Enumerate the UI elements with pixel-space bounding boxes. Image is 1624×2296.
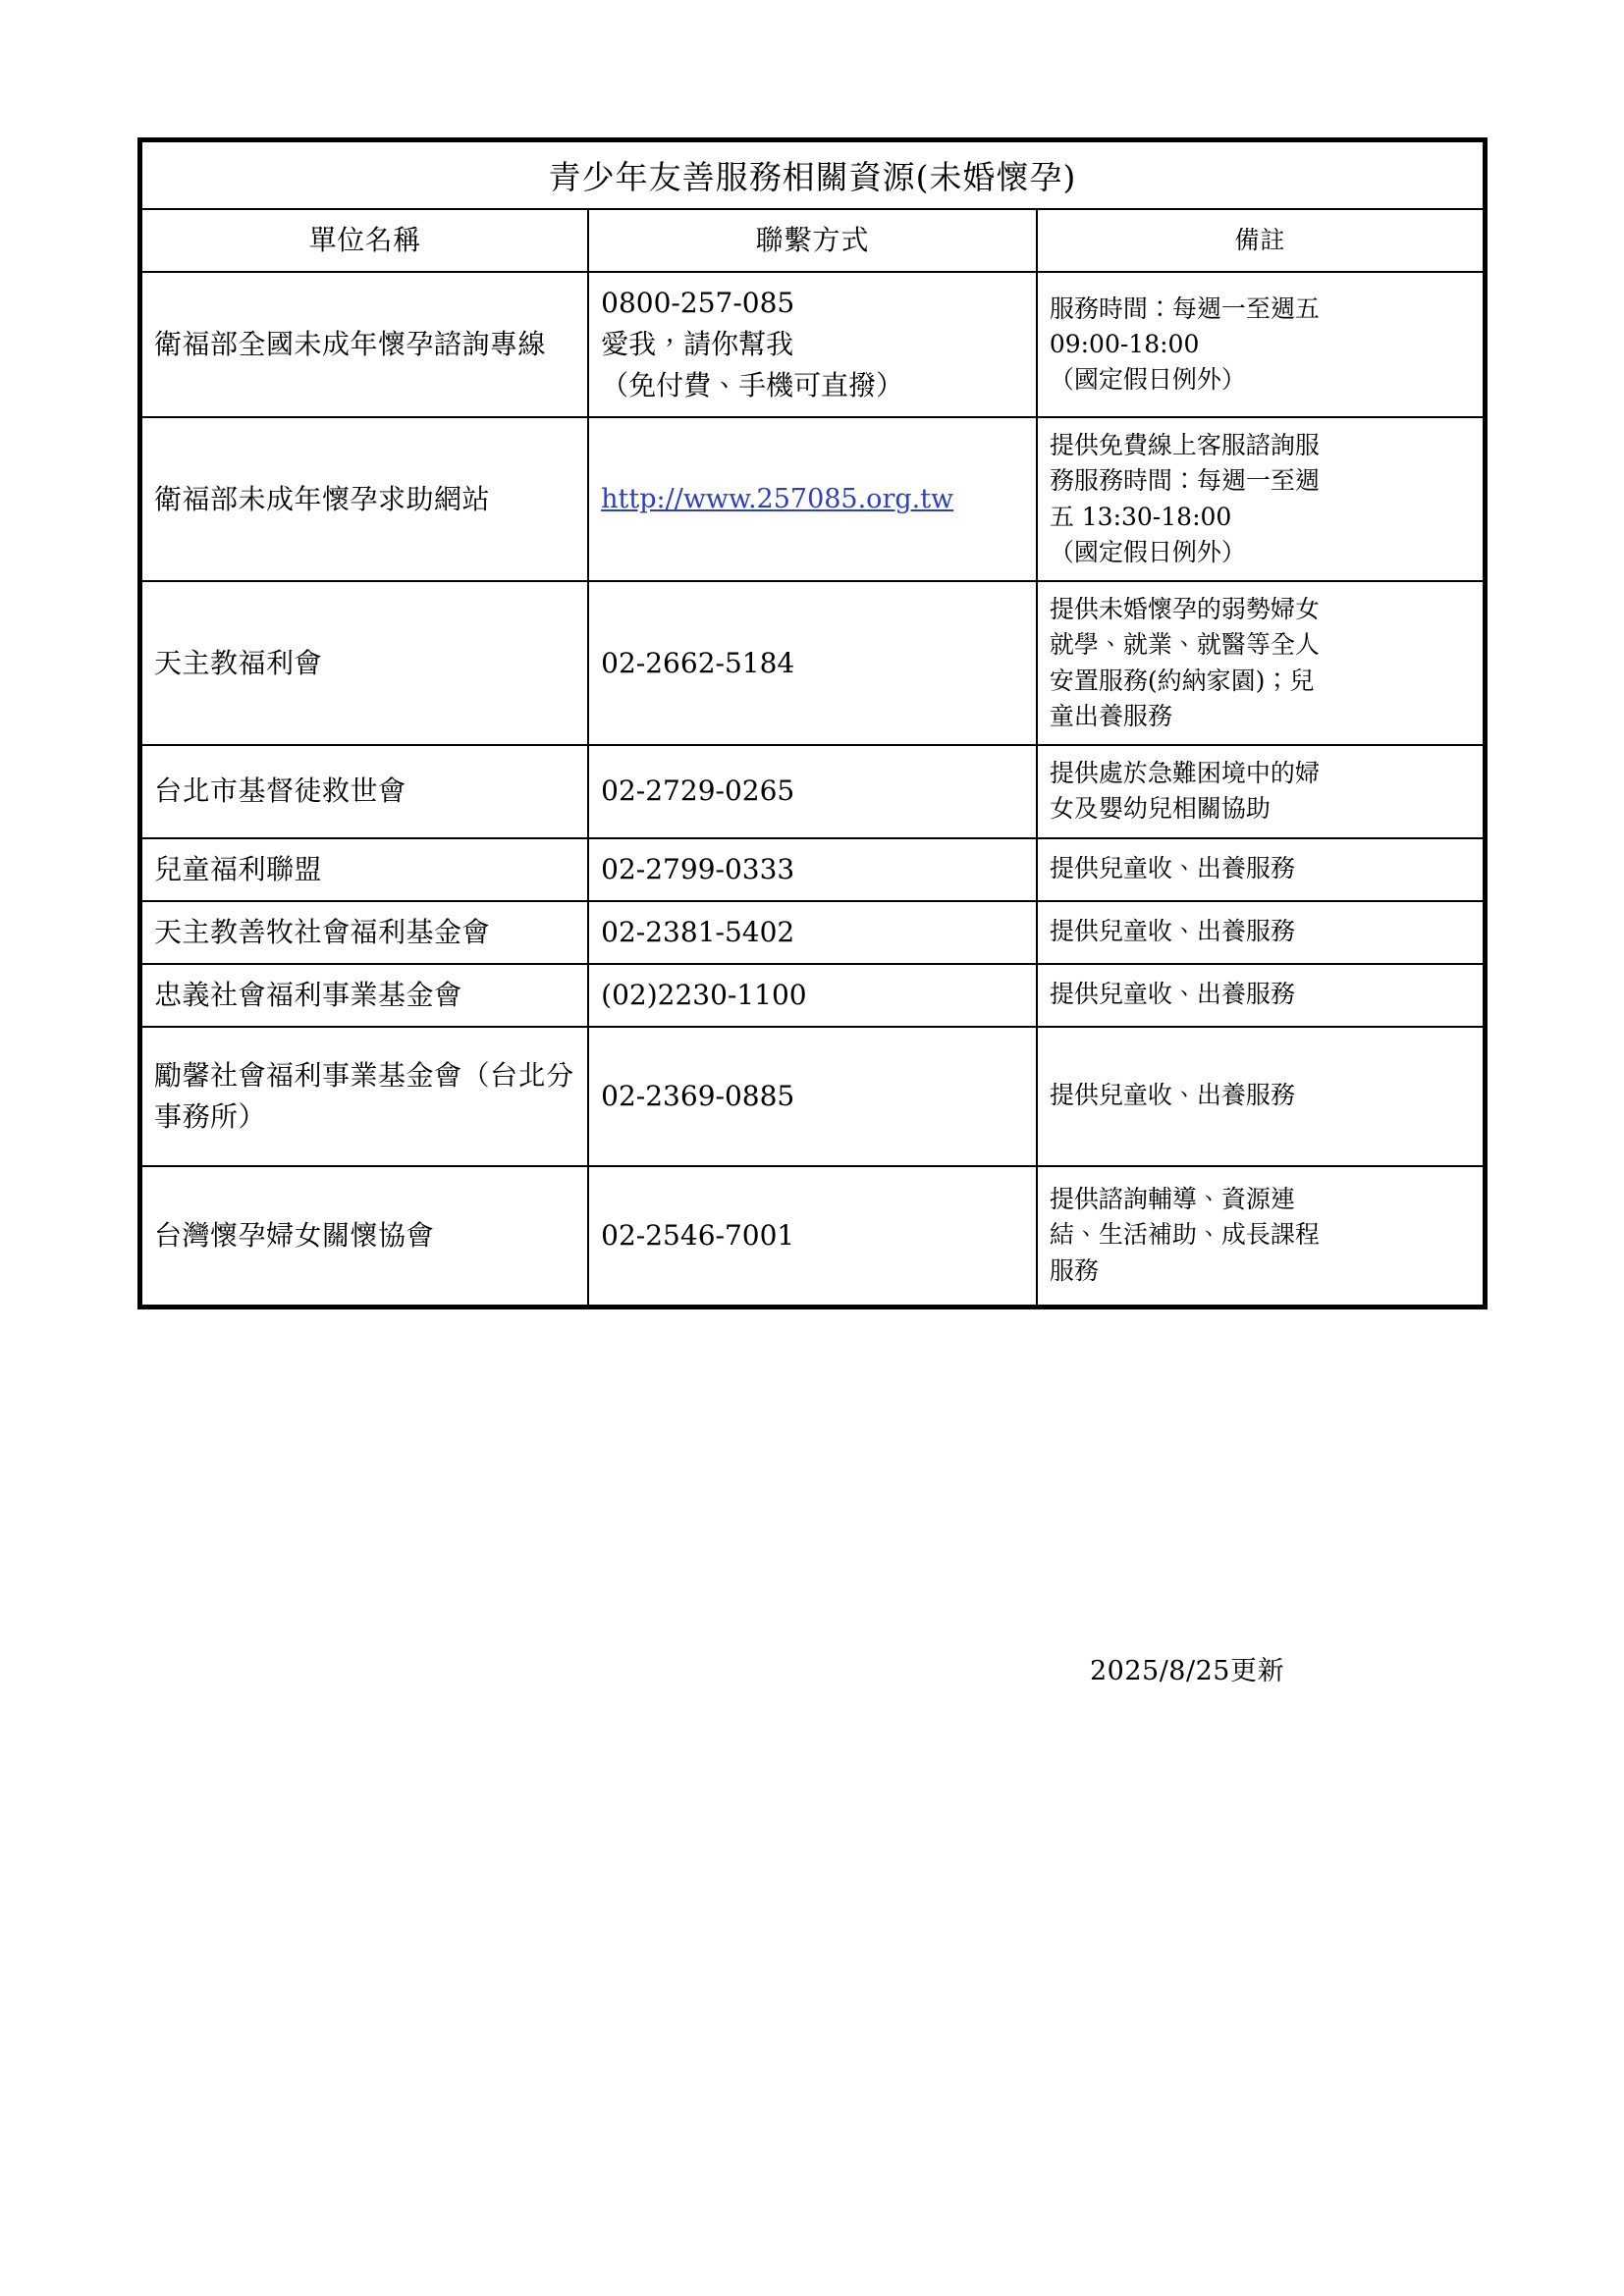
cell-unit-name: 天主教善牧社會福利基金會: [140, 901, 589, 964]
column-header-name: 單位名稱: [140, 209, 589, 272]
table-header-row: [140, 209, 1486, 272]
note-line: 提供兒童收、出養服務: [1049, 917, 1295, 946]
contact-line: （免付費、手機可直撥）: [601, 369, 904, 401]
note-line: 服務時間：每週一至週五: [1049, 294, 1320, 323]
cell-note: [1037, 964, 1486, 1027]
table-row: [140, 581, 1486, 745]
contact-line: (02)2230-1100: [601, 978, 807, 1011]
cell-note: [1037, 417, 1486, 581]
note-line: 女及嬰幼兒相關協助: [1049, 794, 1271, 824]
contact-line: 02-2546-7001: [601, 1218, 795, 1252]
cell-contact: [588, 964, 1037, 1027]
cell-contact: [588, 901, 1037, 964]
table-row: [140, 272, 1486, 417]
table-row: [140, 417, 1486, 581]
column-header-contact: 聯繫方式: [588, 209, 1037, 272]
contact-line: 02-2799-0333: [601, 852, 795, 885]
cell-contact: [588, 1166, 1037, 1308]
note-line: 提供兒童收、出養服務: [1049, 980, 1295, 1009]
cell-unit-name: 天主教福利會: [140, 581, 589, 745]
note-line: 提供未婚懷孕的弱勢婦女: [1049, 595, 1320, 623]
contact-line: 愛我，請你幫我: [601, 328, 794, 360]
website-link[interactable]: http://www.257085.org.tw: [601, 484, 954, 515]
cell-contact: [588, 838, 1037, 901]
cell-note: [1037, 581, 1486, 745]
cell-unit-name: 衛福部全國未成年懷孕諮詢專線: [140, 272, 589, 417]
column-header-note: 備註: [1037, 209, 1486, 272]
cell-unit-name: 忠義社會福利事業基金會: [140, 964, 589, 1027]
contact-line: 02-2369-0885: [601, 1079, 795, 1112]
note-line: 務服務時間：每週一至週: [1049, 466, 1320, 496]
note-line: 服務: [1049, 1255, 1099, 1285]
table-row: [140, 964, 1486, 1027]
resource-table: [137, 137, 1488, 1309]
note-line: 就學、就業、就醫等全人: [1049, 630, 1320, 660]
page-title: 青少年友善服務相關資源(未婚懷孕): [140, 140, 1486, 210]
contact-line: 02-2662-5184: [601, 646, 795, 679]
cell-unit-name: 勵馨社會福利事業基金會（台北分事務所）: [140, 1027, 589, 1166]
note-line: （國定假日例外）: [1049, 365, 1246, 395]
updated-date: 2025/8/25更新: [1090, 1656, 1284, 1686]
cell-note: [1037, 272, 1486, 417]
cell-contact: [588, 581, 1037, 745]
note-line: 提供兒童收、出養服務: [1049, 854, 1295, 883]
cell-unit-name: 兒童福利聯盟: [140, 838, 589, 901]
cell-contact: [588, 1027, 1037, 1166]
table-title-row: [140, 140, 1486, 210]
table-row: [140, 901, 1486, 964]
cell-unit-name: 台灣懷孕婦女關懷協會: [140, 1166, 589, 1308]
cell-contact: [588, 745, 1037, 838]
cell-contact: [588, 272, 1037, 417]
table-row: [140, 1166, 1486, 1308]
note-line: 結、生活補助、成長課程: [1049, 1220, 1320, 1250]
contact-line: 02-2729-0265: [601, 774, 795, 808]
cell-unit-name: 台北市基督徒救世會: [140, 745, 589, 838]
cell-contact: [588, 417, 1037, 581]
cell-note: [1037, 901, 1486, 964]
note-line: 童出養服務: [1049, 701, 1172, 730]
cell-note: [1037, 1027, 1486, 1166]
contact-line: 02-2381-5402: [601, 915, 795, 948]
note-line: 09:00-18:00: [1049, 329, 1200, 358]
table-body: [140, 140, 1486, 1308]
table-row: [140, 745, 1486, 838]
cell-note: [1037, 1166, 1486, 1308]
table-row: [140, 1027, 1486, 1166]
note-line: 提供兒童收、出養服務: [1049, 1081, 1295, 1110]
cell-note: [1037, 838, 1486, 901]
contact-line: 0800-257-085: [601, 287, 795, 319]
note-line: 安置服務(約納家園)；兒: [1049, 666, 1315, 695]
cell-unit-name: 衛福部未成年懷孕求助網站: [140, 417, 589, 581]
note-line: （國定假日例外）: [1049, 537, 1246, 566]
cell-note: [1037, 745, 1486, 838]
note-line: 五 13:30-18:00: [1049, 502, 1232, 531]
note-line: 提供免費線上客服諮詢服: [1049, 431, 1320, 459]
table-row: [140, 838, 1486, 901]
note-line: 提供諮詢輔導、資源連: [1049, 1185, 1295, 1214]
note-line: 提供處於急難困境中的婦: [1049, 759, 1320, 787]
